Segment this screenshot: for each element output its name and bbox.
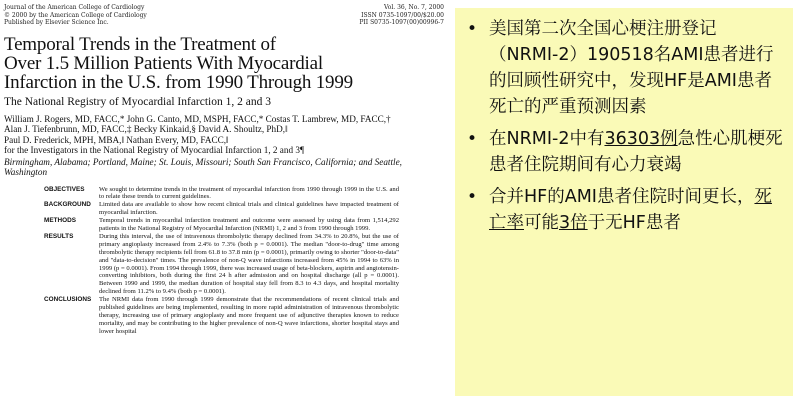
author-line: Paul D. Frederick, MPH, MBA,‖ Nathan Every, MD, FACC,‖ [4,134,229,145]
journal-header [4,4,444,27]
author-line: William J. Rogers, MD, FACC,* John G. Canto, MD, MSPH, FACC,* Costas T. Lambrew, MD, FACC,† [4,113,391,124]
publisher-line: Published by Elsevier Science Inc. [4,19,109,26]
journal-name: Journal of the American College of Cardiology [4,4,145,11]
journal-header-right [359,4,444,27]
bullet-icon: • [467,129,478,149]
abstract-section-label: BACKGROUND [44,201,91,209]
bullet-text: 于无HF患者 [587,213,681,233]
emphasized-text: 死亡率 [489,187,772,233]
pii-line: PII S0735-1097(00)00996-7 [359,19,444,26]
abstract-section-label: RESULTS [44,232,74,240]
author-line: Alan J. Tiefenbrunn, MD, FACC,‡ Becky Kinkaid,§ David A. Shoultz, PhD,‖ [4,124,288,134]
bullet-text: 合并HF的AMI患者住院时间更长， [489,187,755,207]
abstract-section-label: OBJECTIVES [44,185,85,193]
summary-note-box [455,8,793,396]
journal-header-left [4,4,147,27]
bullet-icon: • [467,187,478,207]
copyright-line: © 2000 by the American College of Cardiology [4,11,147,19]
author-locations [4,157,444,178]
bullet-text: 在NRMI-2中有 [489,129,605,149]
summary-bullet [461,16,783,120]
abstract-section [44,201,399,217]
title-line: Temporal Trends in the Treatment of [4,33,276,55]
bullet-text: 急性心肌梗死患者住院期间有心力衰竭 [489,129,783,175]
emphasized-text: 3倍 [559,213,588,233]
abstract-section-text: During this interval, the use of intravenous thrombolytic therapy declined from 34.3% to 20.8%, but the use of primary angioplasty increased from 2.4% to 7.3% (both p = 0.0001). The median "door-to-drug" time among thrombolytic therapy recipients fell from 61.8 to 37.8 min (p = 0.0001), primarily owing to shorter "door-to-data" and "data-to-decision" times. The prevalence of non-Q wave infarctions increased from 45% in 1994 to 63% in 1999 (p = 0.0001). From 1994 through 1999, there was increased usage of beta-blockers, aspirin and angiotensin-converting inhibitors, both during the first 24 h after admission and on hospital discharge (all p = 0.0001). Between 1990 and 1999, the median duration of hospital stay fell from 8.3 to 4.3 days, and hospital mortality declined from 11.2% to 9.4% (both p = 0.0001). [99,232,399,296]
summary-bullet-list [461,16,783,236]
summary-bullet [461,184,783,236]
paper-title [4,35,444,92]
bullet-icon: • [467,19,478,39]
title-line: Over 1.5 Million Patients With Myocardial [4,52,323,74]
abstract-section-text: We sought to determine trends in the treatment of myocardial infarction from 1990 through 1999 in the U.S. and to relate these trends to current guidelines. [99,185,399,201]
paper-subtitle: The National Registry of Myocardial Infarction 1, 2 and 3 [4,95,271,108]
abstract-section-text: Limited data are available to show how recent clinical trials and clinical guidelines have impacted treatment of myocardial infarction. [99,201,399,217]
location-line: Washington [4,167,48,177]
author-list [4,114,444,156]
abstract-section [44,186,399,202]
bullet-text: 美国第二次全国心梗注册登记（NRMI-2）190518名AMI患者进行的回顾性研究中，发现HF是AMI患者死亡的严重预测因素 [489,19,774,117]
title-line: Infarction in the U.S. from 1990 Through 1999 [4,71,353,93]
volume-line: Vol. 36, No. 7, 2000 [383,4,444,11]
bullet-text: 可能 [524,213,559,233]
location-line: Birmingham, Alabama; Portland, Maine; St. Louis, Missouri; South San Francisco, California; and Seattle, [4,156,402,167]
paper-excerpt [4,4,444,404]
abstract-section [44,233,399,296]
author-line: for the Investigators in the National Registry of Myocardial Infarction 1, 2 and 3¶ [4,145,305,155]
abstract-section-text: Temporal trends in myocardial infarction treatment and outcome were assessed by using data from 1,514,292 patients in the National Registry of Myocardial Infarction (NRMI) 1, 2 and 3 from 1990 through 1999. [99,217,399,233]
emphasized-text: 36303例 [604,129,678,149]
abstract-section [44,296,399,336]
abstract [44,186,399,336]
issn-line: ISSN 0735-1097/00/$20.00 [361,11,444,19]
abstract-section [44,217,399,233]
abstract-section-text: The NRMI data from 1990 through 1999 demonstrate that the recommendations of recent clinical trials and published guidelines are being implemented, resulting in more rapid administration of intravenous thrombolytic therapy, increasing use of primary angioplasty and more frequent use of adjunctive therapies known to reduce mortality, and may be contributing to the higher prevalence of non-Q wave infarctions, shorter hospital stays and lower hospital [99,296,399,335]
summary-bullet [461,126,783,178]
abstract-section-label: CONCLUSIONS [44,296,92,304]
abstract-section-label: METHODS [44,217,76,225]
